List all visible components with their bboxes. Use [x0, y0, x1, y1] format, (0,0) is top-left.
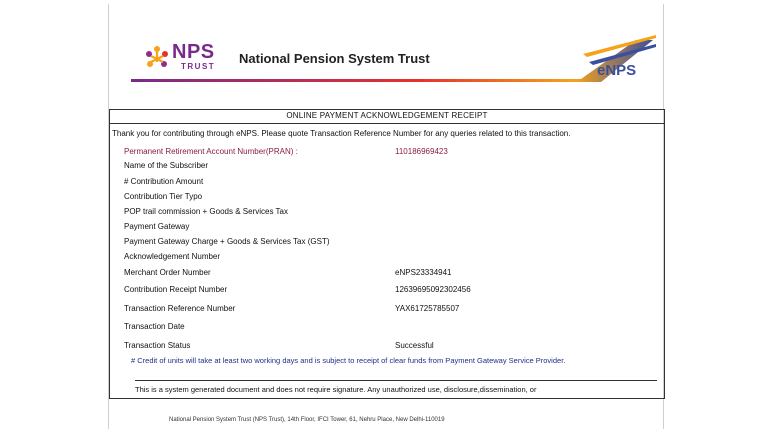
org-name: National Pension System Trust	[239, 51, 430, 66]
row-label-txn-reference: Transaction Reference Number	[124, 304, 236, 313]
receipt-title: ONLINE PAYMENT ACKNOWLEDGEMENT RECEIPT	[286, 111, 488, 120]
row-value-merchant-order: eNPS23334941	[395, 268, 452, 277]
row-label-ack-number: Acknowledgement Number	[124, 252, 221, 261]
row-value-pran: 110186969423	[395, 147, 448, 156]
row-value-txn-reference: YAX61725785507	[395, 304, 460, 313]
footer-address: National Pension System Trust (NPS Trust), 14th Floor, IFCI Tower, 61, Nehru Place, New Delhi-110019	[169, 417, 445, 423]
header-swoosh	[131, 32, 661, 92]
row-label-pop-commission: POP trail commission + Goods & Services Tax	[124, 207, 288, 216]
logo-subtext: TRUST	[181, 62, 216, 71]
row-label-txn-date: Transaction Date	[124, 322, 185, 331]
row-label-merchant-order: Merchant Order Number	[124, 268, 211, 277]
row-label-tier: Contribution Tier Typo	[124, 192, 203, 201]
receipt-header	[109, 4, 665, 104]
credit-note: # Credit of units will take at least two working days and is subject to receipt of clear funds from Payment Gateway Service Provider.	[131, 356, 566, 365]
row-label-pran: Permanent Retirement Account Number(PRAN) :	[124, 147, 298, 156]
disclaimer: This is a system generated document and does not require signature. Any unauthorized use, disclosure,dissemination, or	[135, 385, 537, 394]
logo-text: NPS	[172, 41, 215, 63]
thanks-message: Thank you for contributing through eNPS. Please quote Transaction Reference Number for any queries related to this transaction.	[112, 129, 571, 138]
row-value-txn-status: Successful	[395, 341, 434, 350]
row-label-subscriber: Name of the Subscriber	[124, 161, 209, 170]
row-label-txn-status: Transaction Status	[124, 341, 191, 350]
row-label-gateway-charge: Payment Gateway Charge + Goods & Services Tax (GST)	[124, 237, 330, 246]
title-divider	[109, 123, 665, 124]
row-label-receipt-number: Contribution Receipt Number	[124, 285, 228, 294]
bottom-divider	[135, 380, 657, 381]
row-label-amount: # Contribution Amount	[124, 177, 204, 186]
receipt-page	[108, 4, 664, 429]
row-value-receipt-number: 12639695092302456	[395, 285, 471, 294]
row-label-gateway: Payment Gateway	[124, 222, 190, 231]
enps-brand: eNPS	[597, 62, 637, 79]
